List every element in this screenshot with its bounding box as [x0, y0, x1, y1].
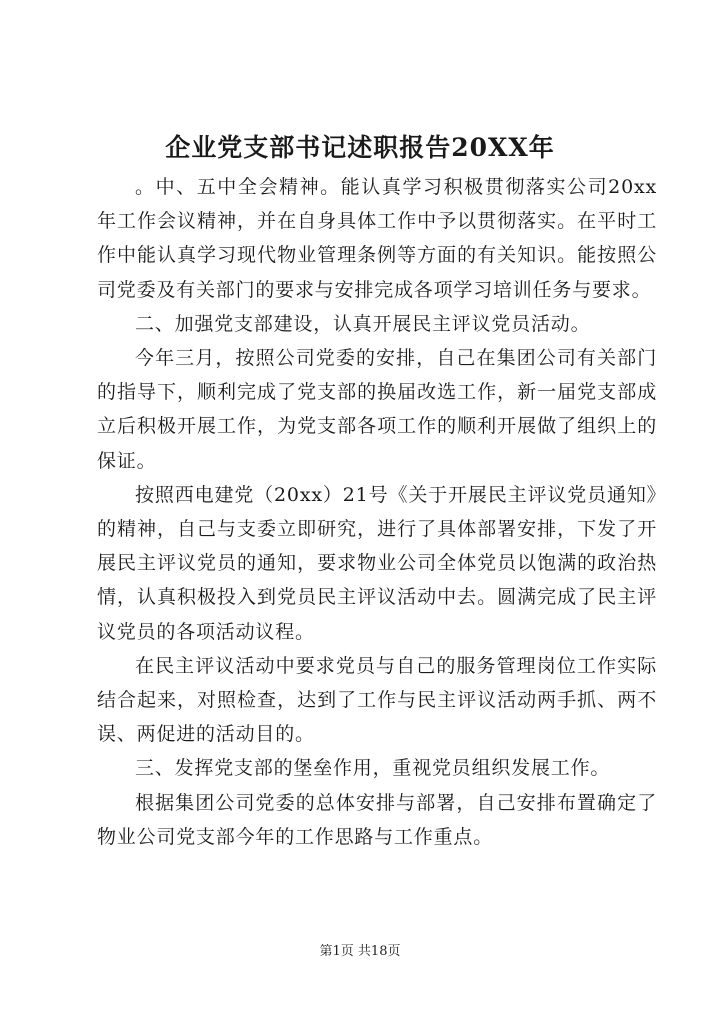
document-title: 企业党支部书记述职报告20XX年 [165, 133, 555, 162]
page-footer: 第1页 共18页 [319, 944, 401, 959]
paragraph: 。中、五中全会精神。能认真学习积极贯彻落实公司20xx年工作会议精神，并在自身具体工作中予以贯彻落实。在平时工作中能认真学习现代物业管理条例等方面的有关知识。能按照公司党委及有关部门的要求与安排完成各项学习培训任务与要求。 [97, 176, 657, 301]
paragraph: 按照西电建党（20xx）21号《关于开展民主评议党员通知》的精神，自己与支委立即研究，进行了具体部署安排，下发了开展民主评议党员的通知，要求物业公司全体党员以饱满的政治热情，认真积极投入到党员民主评议活动中去。圆满完成了民主评议党员的各项活动议程。 [97, 483, 657, 643]
section-heading: 三、发挥党支部的堡垒作用，重视党员组织发展工作。 [135, 757, 611, 780]
paragraph: 今年三月，按照公司党委的安排，自己在集团公司有关部门的指导下，顺利完成了党支部的换届改选工作，新一届党支部成立后积极开展工作，为党支部各项工作的顺利开展做了组织上的保证。 [97, 347, 657, 472]
document-body [97, 170, 657, 854]
paragraph: 根据集团公司党委的总体安排与部署，自己安排布置确定了物业公司党支部今年的工作思路与工作重点。 [97, 791, 657, 848]
paragraph: 在民主评议活动中要求党员与自己的服务管理岗位工作实际结合起来，对照检查，达到了工作与民主评议活动两手抓、两不误、两促进的活动目的。 [97, 654, 657, 746]
section-heading: 二、加强党支部建设，认真开展民主评议党员活动。 [135, 312, 591, 335]
